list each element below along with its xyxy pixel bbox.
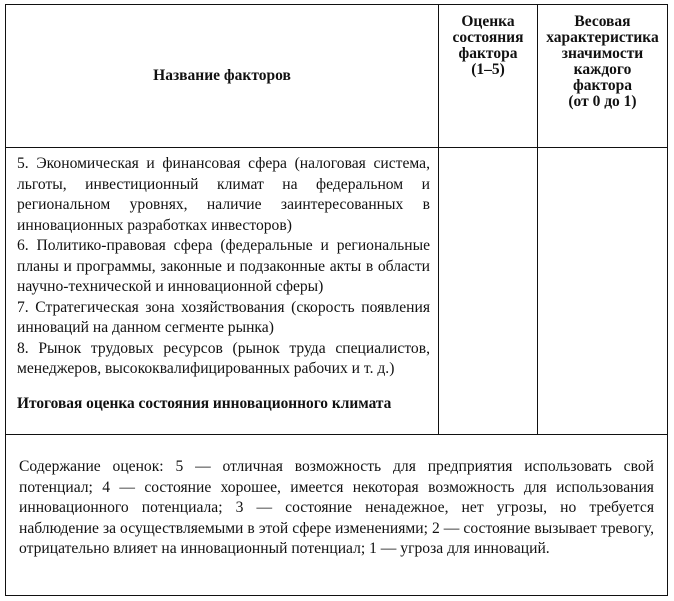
- score-legend-note: Содержание оценок: 5 — отличная возможность для предприятия использовать свой потенциал; 4 — состояние хорошее, имеется некоторая возможность для использования инновационного потенциала; 3 — состояние ненадежное, нет угрозы, но требуется наблюдение за осуществляемыми в этой сфере изменениями; 2 — состояние вызывает тревогу, отрицательно влияет на инновационный потенциал; 1 — угроза для инноваций.: [6, 435, 668, 596]
- header-score-line: (1–5): [471, 61, 505, 78]
- score-cell: [439, 148, 538, 435]
- factor-item: 8. Рынок трудовых ресурсов (рынок труда специалистов, менеджеров, высококвалифицированных рабочих и т. д.): [17, 339, 430, 377]
- factor-item: 6. Политико-правовая сфера (федеральные и региональные планы и программы, законные и подзаконные акты в области научно-технической и инновационной сферы): [17, 237, 430, 295]
- factor-item: 5. Экономическая и финансовая сфера (налоговая система, льготы, инвестиционный климат на федеральном и региональном уровнях, наличие заинтересованных в инновационных разработках инвесторов): [17, 155, 430, 234]
- header-factor-name: Название факторов: [6, 5, 439, 148]
- header-weight-line: фактора: [573, 77, 632, 94]
- factors-cell: [6, 148, 439, 435]
- header-score-line: фактора: [458, 45, 518, 62]
- header-weight-line: значимости: [561, 45, 644, 62]
- header-score: [439, 5, 538, 148]
- header-weight-line: характеристика: [546, 29, 659, 46]
- header-weight-line: (от 0 до 1): [568, 93, 637, 110]
- header-weight-line: каждого: [573, 61, 632, 78]
- weight-cell: [538, 148, 668, 435]
- factor-item: 7. Стратегическая зона хозяйствования (скорость появления инноваций на данном сегменте рынка): [17, 298, 430, 336]
- note-row: [6, 435, 668, 596]
- header-score-line: состояния: [452, 29, 524, 46]
- total-assessment: Итоговая оценка состояния инновационного климата: [17, 394, 392, 412]
- factors-table: [5, 4, 668, 596]
- header-score-line: Оценка: [461, 13, 515, 30]
- header-weight: [538, 5, 668, 148]
- factors-row: [6, 148, 668, 435]
- header-weight-line: Весовая: [574, 13, 631, 30]
- header-row: [6, 5, 668, 148]
